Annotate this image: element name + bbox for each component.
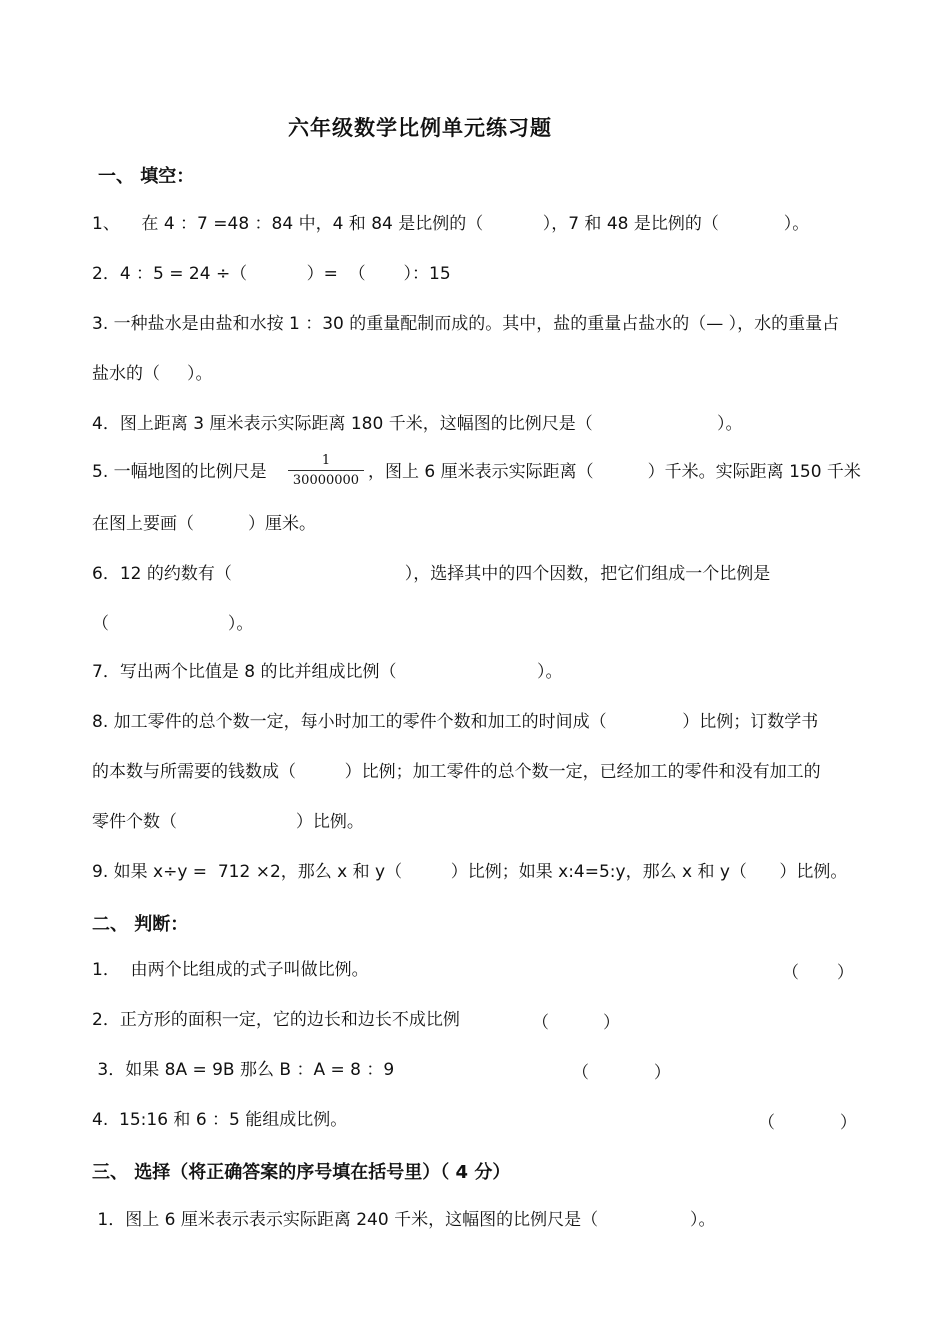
section-fill-in-heading: 一、 填空： — [98, 166, 195, 187]
question-6-line-2: （ ）。 — [92, 614, 254, 634]
choice-question-1: 1．图上 6 厘米表示表示实际距离 240 千米，这幅图的比例尺是（ ）。 — [92, 1210, 716, 1230]
question-3-line-1: 3. 一种盐水是由盐和水按 1 ：30 的重量配制而成的。其中，盐的重量占盐水的（— ），水的重量占 — [92, 314, 840, 334]
page-title: 六年级数学比例单元练习题 — [288, 116, 552, 140]
question-3-line-2: 盐水的（ ）。 — [92, 364, 213, 384]
question-7: 7．写出两个比值是 8 的比并组成比例（ ）。 — [92, 662, 563, 682]
question-8-line-1: 8. 加工零件的总个数一定，每小时加工的零件个数和加工的时间成（ ）比例；订数学书 — [92, 712, 819, 732]
judgment-item-4: 4. 15:16 和 6 ：5 能组成比例。 — [92, 1110, 348, 1130]
question-5-line-2: 在图上要画（ ）厘米。 — [92, 514, 317, 534]
judgment-item-3: 3．如果 8A = 9B 那么 B ：A = 8 ：9 — [92, 1060, 395, 1080]
question-5-suffix: ，图上 6 厘米表示实际距离（ ）千米。实际距离 150 千米 — [368, 462, 861, 482]
section-choice-heading: 三、 选择（将正确答案的序号填在括号里）（ 4 分） — [92, 1162, 511, 1183]
question-4: 4．图上距离 3 厘米表示实际距离 180 千米，这幅图的比例尺是（ ）。 — [92, 414, 743, 434]
scale-fraction — [286, 452, 366, 489]
judgment-item-2-answer-paren: （ ） — [532, 1013, 621, 1033]
question-5-prefix: 5. 一幅地图的比例尺是 — [92, 462, 267, 482]
fraction-denominator: 30000000 — [292, 473, 360, 488]
section-judgment-heading: 二、 判断： — [92, 914, 189, 935]
judgment-item-3-answer-paren: （ ） — [572, 1063, 671, 1083]
question-8-line-3: 零件个数（ ）比例。 — [92, 812, 364, 832]
fraction-numerator: 1 — [321, 453, 331, 468]
question-1: 1、 在 4 ：7 =48 ：84 中，4 和 84 是比例的（ ），7 和 48 是比例的（ ）。 — [92, 214, 810, 234]
judgment-item-2: 2．正方形的面积一定，它的边长和边长不成比例 — [92, 1010, 460, 1030]
judgment-item-1: 1． 由两个比组成的式子叫做比例。 — [92, 960, 369, 980]
fraction-bar — [288, 470, 364, 471]
judgment-item-1-answer-paren: （ ） — [782, 963, 854, 983]
question-9: 9. 如果 x÷y = 712 ×2，那么 x 和 y（ ）比例；如果 x:4=5:y，那么 x 和 y（ ）比例。 — [92, 862, 848, 882]
judgment-item-4-answer-paren: （ ） — [758, 1113, 857, 1133]
question-8-line-2: 的本数与所需要的钱数成（ ）比例；加工零件的总个数一定，已经加工的零件和没有加工的 — [92, 762, 821, 782]
question-2: 2．4 ：5 = 24 ÷（ ）= （ ）：15 — [92, 264, 451, 284]
question-6-line-1: 6．12 的约数有（ ），选择其中的四个因数，把它们组成一个比例是 — [92, 564, 771, 584]
